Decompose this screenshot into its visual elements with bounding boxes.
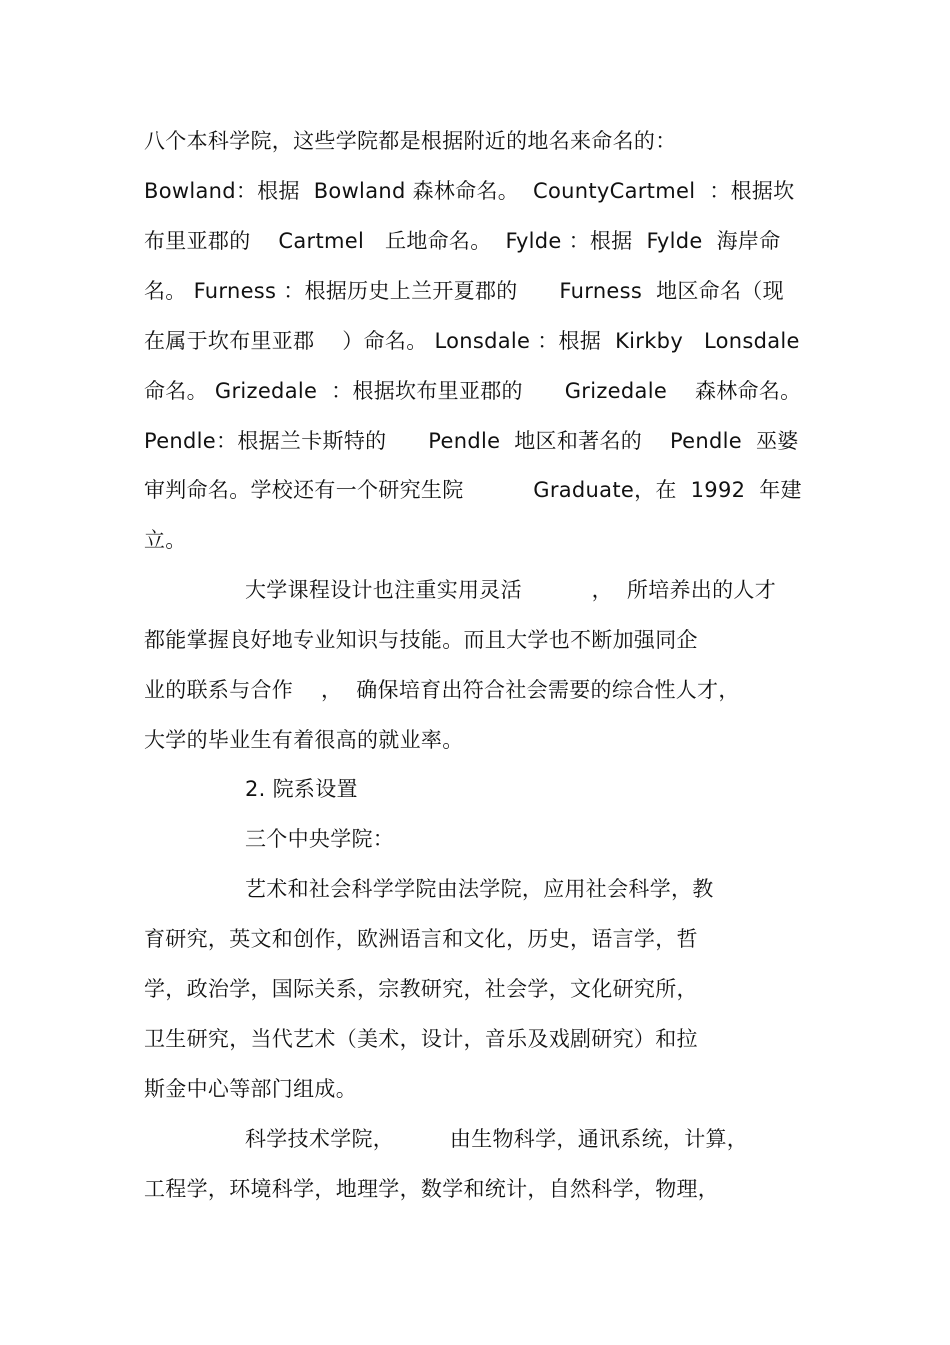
text-line-10: 大学课程设计也注重实用灵活 ， 所培养出的人才 — [245, 578, 777, 602]
text-line-9: 立。 — [144, 528, 187, 552]
text-line-7: Pendle：根据兰卡斯特的 Pendle 地区和著名的 Pendle 巫婆 — [144, 429, 799, 453]
text-line-13: 大学的毕业生有着很高的就业率。 — [144, 728, 464, 752]
text-line-11: 都能掌握良好地专业知识与技能。而且大学也不断加强同企 — [144, 628, 698, 652]
text-line-12: 业的联系与合作 ， 确保培育出符合社会需要的综合性人才， — [144, 678, 740, 702]
text-line-1: 八个本科学院，这些学院都是根据附近的地名来命名的： — [144, 129, 677, 153]
text-line-2: Bowland：根据 Bowland 森林命名。 CountyCartmel ：根据坎 — [144, 179, 795, 203]
text-line-5: 在属于坎布里亚郡 ）命名。 Lonsdale ：根据 Kirkby Lonsdale — [144, 329, 800, 353]
text-line-21: 科学技术学院， 由生物科学，通讯系统，计算， — [245, 1127, 749, 1151]
text-line-18: 学，政治学，国际关系，宗教研究，社会学，文化研究所， — [144, 977, 698, 1001]
text-line-8: 审判命名。学校还有一个研究生院 Graduate，在 1992 年建 — [144, 478, 802, 502]
text-line-4: 名。 Furness ：根据历史上兰开夏郡的 Furness 地区命名（现 — [144, 279, 784, 303]
text-line-3: 布里亚郡的 Cartmel 丘地命名。 Fylde ：根据 Fylde 海岸命 — [144, 229, 781, 253]
text-line-17: 育研究，英文和创作，欧洲语言和文化，历史，语言学，哲 — [144, 927, 698, 951]
section-heading: 2. 院系设置 — [245, 777, 358, 801]
text-line-16: 艺术和社会科学学院由法学院，应用社会科学，教 — [245, 877, 714, 901]
text-line-19: 卫生研究，当代艺术（美术，设计，音乐及戏剧研究）和拉 — [144, 1027, 698, 1051]
text-line-20: 斯金中心等部门组成。 — [144, 1077, 357, 1101]
text-line-15: 三个中央学院： — [245, 827, 395, 851]
text-line-22: 工程学，环境科学，地理学，数学和统计，自然科学，物理， — [144, 1177, 720, 1201]
text-line-6: 命名。 Grizedale ：根据坎布里亚郡的 Grizedale 森林命名。 — [144, 379, 802, 403]
